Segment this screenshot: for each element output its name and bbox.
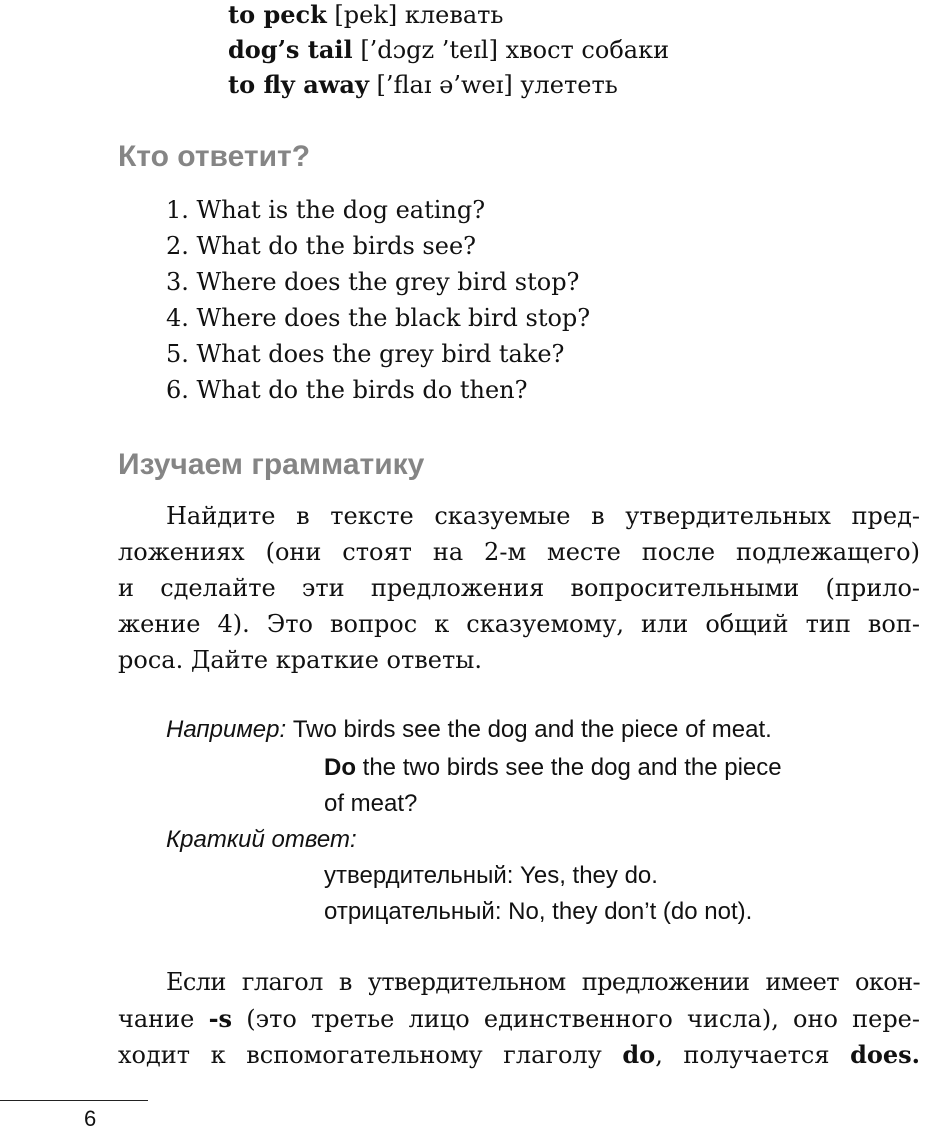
vocab-transcription: [’flaɪ ə’weɪ] — [376, 71, 513, 99]
rule-suffix: -s — [208, 1004, 233, 1033]
vocab-item — [228, 0, 504, 29]
vocab-transcription: [pek] — [334, 1, 398, 29]
example-question-line — [324, 754, 782, 782]
section-title-questions: Кто ответит? — [118, 140, 311, 173]
vocab-word: dog’s tail — [228, 35, 353, 64]
short-answer-label-text: Краткий ответ: — [166, 826, 357, 853]
vocab-translation: клевать — [404, 1, 504, 29]
rule-text: (это третье лицо единственного числа), оно пере- — [232, 1005, 920, 1033]
affirmative-answer: утвердительный: Yes, they do. — [324, 862, 658, 889]
question-item: 4. Where does the black bird stop? — [166, 304, 591, 332]
question-item: 6. What do the birds do then? — [166, 376, 528, 404]
rule-text: ходит к вспомогательному глаголу — [118, 1041, 623, 1069]
question-item: 3. Where does the grey bird stop? — [166, 268, 580, 296]
example-label: Например: — [166, 716, 287, 743]
question-item: 1. What is the dog eating? — [166, 196, 486, 224]
section-title-grammar: Изучаем грамматику — [118, 448, 425, 481]
paragraph-line: роса. Дайте краткие ответы. — [118, 646, 482, 674]
footer-divider — [0, 1100, 148, 1101]
vocab-transcription: [’dɔgz ’teɪl] — [360, 36, 498, 64]
vocab-word: to peck — [228, 0, 327, 29]
page-number: 6 — [84, 1106, 97, 1131]
example-line — [166, 716, 772, 744]
rule-line — [118, 1040, 920, 1069]
short-answer-label — [166, 826, 357, 854]
example-question-rest: the two birds see the dog and the piece — [356, 754, 782, 781]
rule-line — [118, 1004, 920, 1033]
rule-line: Если глагол в утвердительном предложении имеет окон- — [166, 968, 920, 996]
rule-text: , получается — [655, 1041, 851, 1069]
question-item: 2. What do the birds see? — [166, 232, 477, 260]
rule-text: чание — [118, 1005, 209, 1033]
example-question-line2: of meat? — [324, 790, 418, 817]
paragraph-line: ложениях (они стоят на 2-м месте после подлежащего) — [118, 538, 920, 566]
vocab-translation: хвост собаки — [505, 36, 670, 64]
question-item: 5. What does the grey bird take? — [166, 340, 565, 368]
paragraph-line: Найдите в тексте сказуемые в утвердительных пред- — [166, 502, 920, 530]
paragraph-line: и сделайте эти предложения вопросительными (прило- — [118, 574, 920, 602]
rule-auxiliary-do: do — [622, 1040, 656, 1069]
negative-answer: отрицательный: No, they don’t (do not). — [324, 898, 753, 925]
vocab-item — [228, 35, 669, 64]
vocab-word: to fly away — [228, 70, 369, 99]
paragraph-line: жение 4). Это вопрос к сказуемому, или общий тип воп- — [118, 610, 920, 638]
example-sentence: Two birds see the dog and the piece of meat. — [292, 716, 772, 743]
rule-auxiliary-does: does. — [850, 1040, 921, 1069]
example-question-auxiliary: Do — [324, 754, 356, 781]
vocab-item — [228, 70, 618, 99]
vocab-translation: улететь — [520, 71, 618, 99]
